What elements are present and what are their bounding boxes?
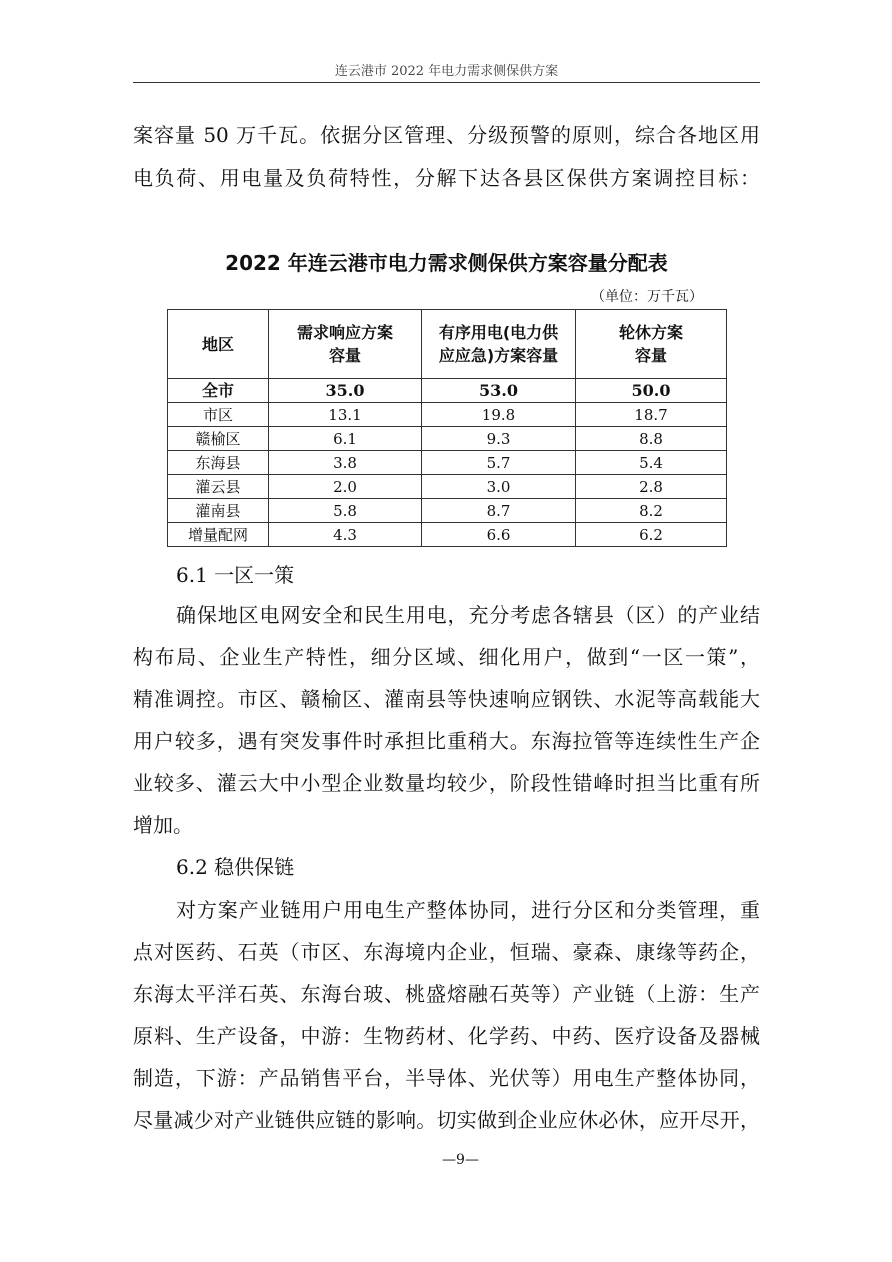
rotation-cell: 8.2	[576, 499, 727, 523]
capacity-allocation-table	[167, 309, 727, 547]
section-1-line-5: 业较多、灌云大中小型企业数量均较少，阶段性错峰时担当比重有所	[133, 771, 760, 795]
header-region-label: 地区	[201, 334, 234, 354]
orderly-power-cell: 3.0	[422, 475, 576, 499]
rotation-cell: 50.0	[576, 379, 727, 403]
table-row	[168, 499, 727, 523]
intro-line-2: 电负荷、用电量及负荷特性，分解下达各县区保供方案调控目标：	[133, 166, 760, 190]
demand-response-cell: 2.0	[269, 475, 422, 499]
header-rule	[133, 82, 760, 83]
rotation-cell: 5.4	[576, 451, 727, 475]
orderly-power-cell: 6.6	[422, 523, 576, 547]
region-cell: 全市	[168, 379, 269, 403]
region-cell: 灌南县	[168, 499, 269, 523]
section-2-line-2: 点对医药、石英（市区、东海境内企业，恒瑞、豪森、康缘等药企，	[133, 940, 760, 964]
header-orderly-power-line-1: 有序用电(电力供	[438, 323, 559, 342]
region-cell: 增量配网	[168, 523, 269, 547]
demand-response-cell: 13.1	[269, 403, 422, 427]
orderly-power-cell: 19.8	[422, 403, 576, 427]
rotation-cell: 2.8	[576, 475, 727, 499]
header-rotation	[576, 310, 727, 379]
region-cell: 市区	[168, 403, 269, 427]
section-1-line-1: 确保地区电网安全和民生用电，充分考虑各辖县（区）的产业结	[176, 603, 760, 627]
demand-response-cell: 6.1	[269, 427, 422, 451]
header-demand-response-line-2: 容量	[328, 346, 361, 365]
orderly-power-cell: 53.0	[422, 379, 576, 403]
demand-response-cell: 3.8	[269, 451, 422, 475]
region-cell: 灌云县	[168, 475, 269, 499]
table-row	[168, 475, 727, 499]
orderly-power-cell: 5.7	[422, 451, 576, 475]
section-1-line-4: 用户较多，遇有突发事件时承担比重稍大。东海拉管等连续性生产企	[133, 729, 760, 753]
rotation-cell: 8.8	[576, 427, 727, 451]
demand-response-cell: 5.8	[269, 499, 422, 523]
section-2-line-3: 东海太平洋石英、东海台玻、桃盛熔融石英等）产业链（上游：生产	[133, 982, 760, 1006]
table-unit: （单位：万千瓦）	[591, 289, 703, 305]
section-2-line-6: 尽量减少对产业链供应链的影响。切实做到企业应休必休，应开尽开，	[133, 1108, 760, 1132]
table-row	[168, 523, 727, 547]
page-number: —9—	[442, 1152, 479, 1168]
header-rotation-line-2: 容量	[634, 346, 667, 365]
table-row	[168, 451, 727, 475]
section-1-line-3: 精准调控。市区、赣榆区、灌南县等快速响应钢铁、水泥等高载能大	[133, 687, 760, 711]
running-header: 连云港市 2022 年电力需求侧保供方案	[334, 64, 559, 79]
header-demand-response	[269, 310, 422, 379]
header-region	[168, 310, 269, 379]
section-2-heading: 6.2 稳供保链	[176, 855, 295, 879]
table-row-total	[168, 379, 727, 403]
header-orderly-power	[422, 310, 576, 379]
section-2-line-5: 制造，下游：产品销售平台，半导体、光伏等）用电生产整体协同，	[133, 1066, 760, 1090]
table-header-row	[168, 310, 727, 379]
orderly-power-cell: 8.7	[422, 499, 576, 523]
table-row	[168, 403, 727, 427]
intro-line-1: 案容量 50 万千瓦。依据分区管理、分级预警的原则，综合各地区用	[133, 123, 760, 147]
region-cell: 东海县	[168, 451, 269, 475]
section-1-heading: 6.1 一区一策	[176, 563, 295, 587]
section-2-line-4: 原料、生产设备，中游：生物药材、化学药、中药、医疗设备及器械	[133, 1024, 760, 1048]
region-cell: 赣榆区	[168, 427, 269, 451]
table-row	[168, 427, 727, 451]
orderly-power-cell: 9.3	[422, 427, 576, 451]
section-1-line-6: 增加。	[133, 813, 193, 837]
header-orderly-power-line-2: 应应急)方案容量	[438, 346, 559, 365]
demand-response-cell: 4.3	[269, 523, 422, 547]
rotation-cell: 6.2	[576, 523, 727, 547]
section-1-line-2: 构布局、企业生产特性，细分区域、细化用户，做到“一区一策”，	[133, 645, 760, 669]
table-title: 2022 年连云港市电力需求侧保供方案容量分配表	[225, 251, 668, 275]
demand-response-cell: 35.0	[269, 379, 422, 403]
section-2-line-1: 对方案产业链用户用电生产整体协同，进行分区和分类管理，重	[176, 898, 760, 922]
header-demand-response-line-1: 需求响应方案	[296, 323, 393, 342]
rotation-cell: 18.7	[576, 403, 727, 427]
header-rotation-line-1: 轮休方案	[618, 323, 683, 342]
